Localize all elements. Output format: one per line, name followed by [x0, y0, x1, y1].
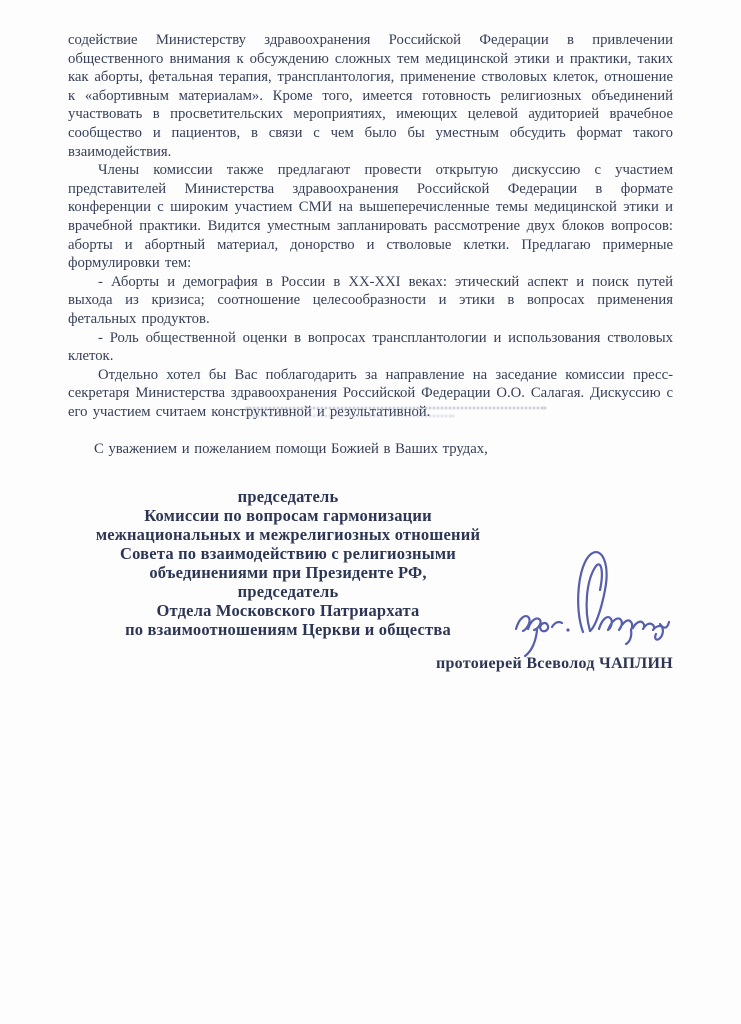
- closing-salutation: С уважением и пожеланием помощи Божией в Ваших трудах,: [94, 441, 488, 458]
- signer-title-line: Отдела Московского Патриархата: [156, 601, 420, 621]
- scan-artifact-smudge: [246, 407, 546, 409]
- handwritten-signature-icon: [488, 538, 713, 663]
- signer-title-line: председатель: [237, 582, 339, 602]
- body-paragraph-list-item: - Аборты и демография в России в XX-XXI веках: этический аспект и поиск путей выхода из кризиса; соотношение целесообразности и этики в вопросах применения фетальных продуктов.: [68, 273, 673, 327]
- signer-title-block: [68, 487, 508, 639]
- body-paragraph-list-item: - Роль общественной оценки в вопросах трансплантологии и использования стволовых клеток.: [68, 329, 673, 365]
- body-paragraph: содействие Министерству здравоохранения Российской Федерации в привлечении общественного внимания к обсуждению сложных тем медицинской этики и практики, таких как аборты, фетальная терапия, трансплантология, применение стволовых клеток, отношение к «абортивным материалам». Кроме того, имеется готовность религиозных объединений участвовать в просветительских мероприятиях, имеющих целевой аудиторией врачебное сообщество и пациентов, в связи с чем было бы уместным обсудить формат такого взаимодействия.: [68, 32, 673, 160]
- signer-title-line: Комиссии по вопросам гармонизации: [144, 506, 432, 526]
- signer-title-line: Совета по взаимодействию с религиозными: [120, 544, 456, 564]
- signer-title-line: объединениями при Президенте РФ,: [149, 563, 427, 583]
- signer-title-line: председатель: [237, 487, 339, 507]
- scan-artifact-smudge: [246, 415, 454, 417]
- signer-name: протоиерей Всеволод ЧАПЛИН: [435, 655, 673, 673]
- body-paragraph: Члены комиссии также предлагают провести открытую дискуссию с участием представителей Министерства здравоохранения Российской Федерации в формате конференции с широким участием СМИ на вышеперечисленные темы медицинской этики и врачебной практики. Видится уместным запланировать рассмотрение двух блоков вопросов: аборты и абортный материал, донорство и стволовые клетки. Предлагаю примерные формулировки тем:: [68, 162, 673, 272]
- body-paragraph: Отдельно хотел бы Вас поблагодарить за направление на заседание комиссии пресс-секретаря Министерства здравоохранения Российской Федерации О.О. Салагая. Дискуссию с его участием считаем конструктивной и результативной.: [68, 366, 673, 420]
- signer-title-line: по взаимоотношениям Церкви и общества: [125, 620, 451, 640]
- signer-title-line: межнациональных и межрелигиозных отношений: [95, 525, 481, 545]
